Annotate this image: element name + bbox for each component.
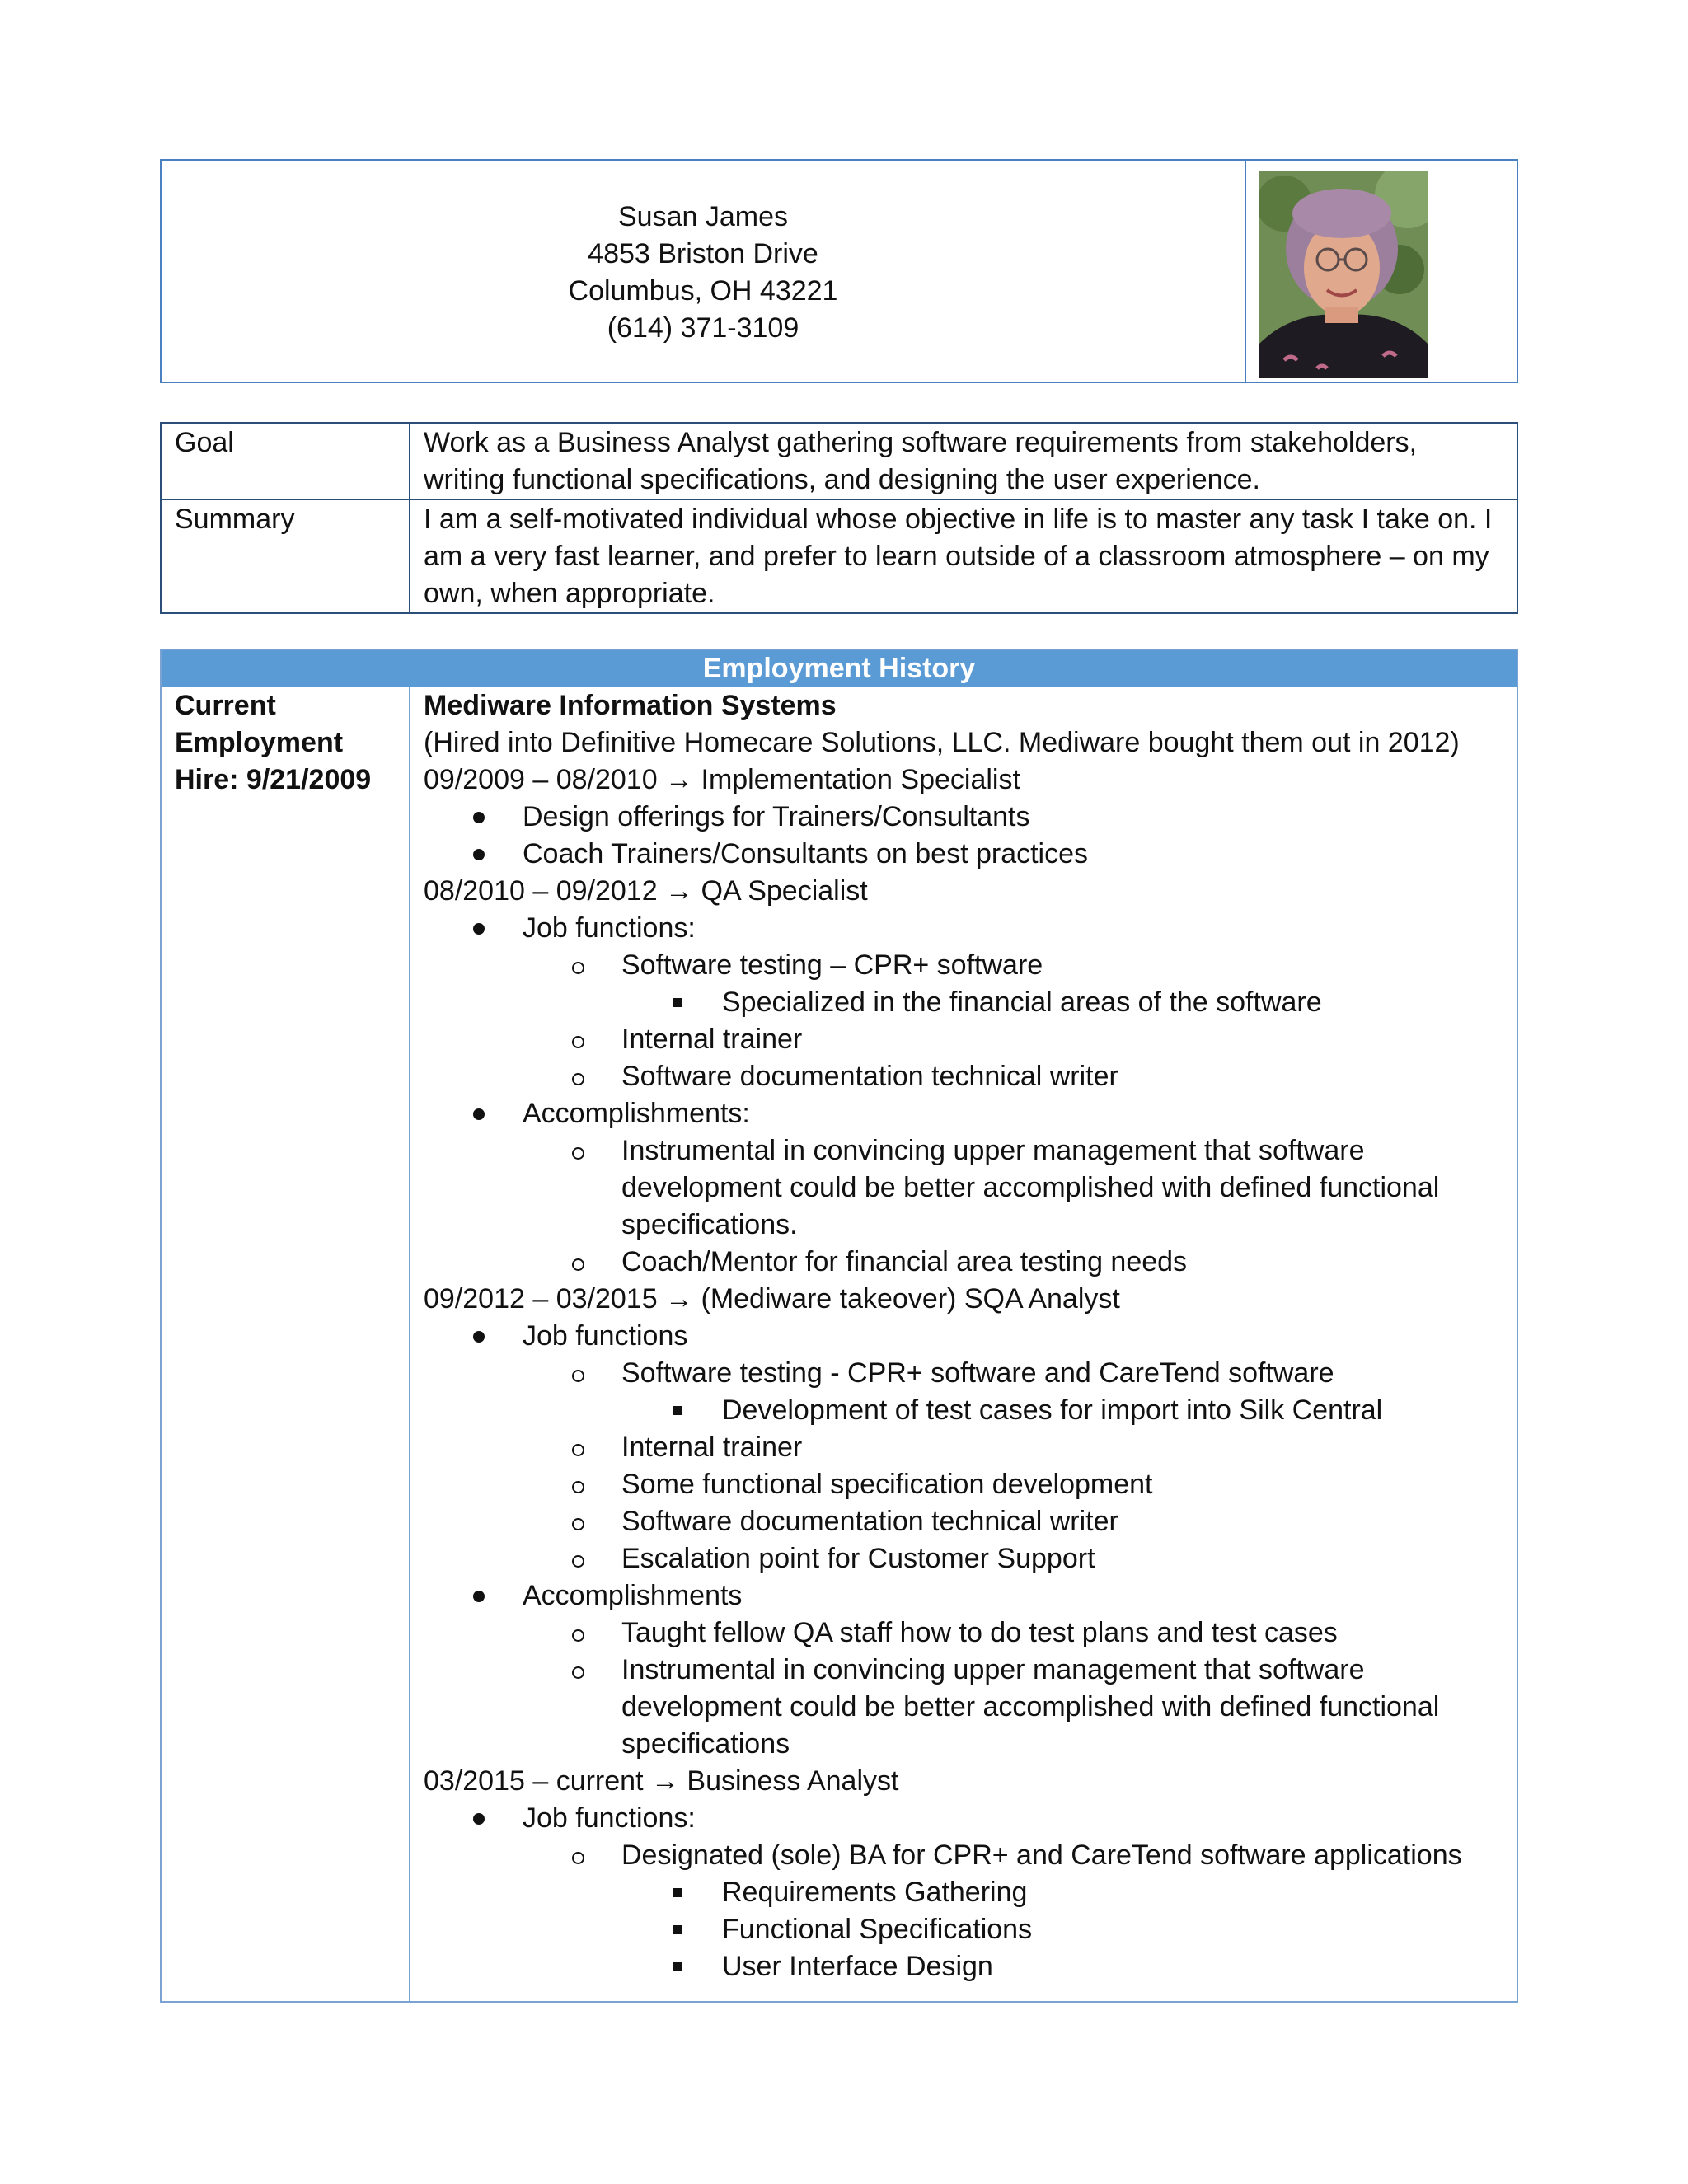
sub-sub-bullet-item	[424, 1911, 1517, 1948]
city-state-zip: Columbus, OH 43221	[568, 275, 838, 307]
bullet-circle-icon	[572, 1852, 584, 1864]
bullet-text: Instrumental in convincing upper management that software	[621, 1654, 1365, 1685]
bullet-item	[424, 1800, 1517, 1837]
sub-bullet-item	[424, 1058, 1517, 1095]
bullet-text: Software testing – CPR+ software	[621, 949, 1043, 981]
goal-label: Goal	[161, 423, 410, 499]
bullet-text: Coach Trainers/Consultants on best practices	[523, 838, 1089, 869]
bullet-text: Instrumental in convincing upper management that software	[621, 1135, 1365, 1166]
bullet-circle-icon	[572, 962, 584, 974]
position-heading: 03/2015 – current → Business Analyst	[424, 1765, 899, 1797]
sub-sub-bullet-item	[424, 984, 1517, 1021]
sub-sub-bullet-item	[424, 1874, 1517, 1911]
bullet-square-icon	[673, 1888, 682, 1897]
summary-row	[161, 499, 1517, 613]
company-note: (Hired into Definitive Homecare Solutions, LLC. Mediware bought them out in 2012)	[424, 727, 1460, 758]
bullet-text: Designated (sole) BA for CPR+ and CareTend software applications	[621, 1840, 1462, 1871]
bullet-dot-icon	[473, 923, 485, 935]
bullet-continuation: development could be better accomplished with defined functional	[621, 1172, 1440, 1203]
bullet-item	[424, 799, 1517, 836]
sub-sub-bullet-item	[424, 1948, 1517, 1985]
bullet-item	[424, 1095, 1517, 1132]
bullet-text: Job functions:	[523, 1802, 696, 1834]
sub-sub-bullet-item	[424, 1392, 1517, 1429]
bullet-circle-icon	[572, 1370, 584, 1382]
bullet-dot-icon	[473, 1591, 485, 1602]
bullet-item	[424, 1318, 1517, 1355]
bullet-text: Design offerings for Trainers/Consultants	[523, 801, 1030, 832]
company-name: Mediware Information Systems	[424, 690, 837, 721]
bullet-text: Accomplishments:	[523, 1098, 750, 1129]
bullet-dot-icon	[473, 849, 485, 860]
position-heading: 09/2009 – 08/2010 → Implementation Specialist	[424, 764, 1020, 795]
bullet-continuation: development could be better accomplished with defined functional	[621, 1691, 1440, 1722]
position-heading: 09/2012 – 03/2015 → (Mediware takeover) SQA Analyst	[424, 1283, 1120, 1315]
sub-bullet-item	[424, 1466, 1517, 1503]
bullet-text: Software documentation technical writer	[621, 1061, 1118, 1092]
applicant-name: Susan James	[618, 201, 788, 232]
bullet-text: User Interface Design	[722, 1951, 993, 1982]
bullet-dot-icon	[473, 1813, 485, 1825]
bullet-text: Software testing - CPR+ software and CareTend software	[621, 1357, 1334, 1389]
summary-text	[410, 499, 1517, 613]
bullet-text: Specialized in the financial areas of the software	[722, 987, 1322, 1018]
bullet-text: Requirements Gathering	[722, 1877, 1028, 1908]
sub-bullet-item	[424, 1429, 1517, 1466]
contact-header	[160, 159, 1518, 383]
employment-details	[410, 687, 1517, 2001]
contact-block	[162, 161, 1246, 382]
summary-line: I am a self-motivated individual whose objective in life is to master any task I take on. I	[424, 504, 1493, 535]
sub-bullet-item	[424, 1503, 1517, 1540]
bullet-continuation: specifications	[621, 1728, 790, 1760]
employment-label: Employment	[175, 727, 344, 758]
bullet-circle-icon	[572, 1518, 584, 1530]
bullet-dot-icon	[473, 812, 485, 823]
bullet-dot-icon	[473, 1108, 485, 1120]
employment-history-heading: Employment History	[162, 650, 1517, 687]
bullet-circle-icon	[572, 1444, 584, 1456]
goal-summary-table	[160, 422, 1518, 614]
bullet-text: Functional Specifications	[722, 1914, 1033, 1945]
bullet-text: Software documentation technical writer	[621, 1506, 1118, 1537]
bullet-text: Job functions	[523, 1320, 688, 1352]
goal-row	[161, 423, 1517, 499]
bullet-square-icon	[673, 1406, 682, 1415]
portrait-illustration	[1259, 171, 1428, 378]
bullet-item	[424, 836, 1517, 873]
sub-bullet-item	[424, 1132, 1517, 1169]
bullet-item	[424, 910, 1517, 947]
bullet-continuation: specifications.	[621, 1209, 798, 1240]
sub-bullet-item	[424, 1652, 1517, 1689]
goal-text	[410, 423, 1517, 499]
bullet-text: Accomplishments	[523, 1580, 743, 1611]
bullet-dot-icon	[473, 1331, 485, 1343]
goal-line: writing functional specifications, and designing the user experience.	[424, 464, 1260, 495]
goal-line: Work as a Business Analyst gathering software requirements from stakeholders,	[424, 427, 1418, 458]
bullet-text: Internal trainer	[621, 1432, 803, 1463]
bullet-square-icon	[673, 1925, 682, 1934]
summary-line: am a very fast learner, and prefer to learn outside of a classroom atmosphere – on my	[424, 541, 1489, 572]
sub-bullet-item	[424, 947, 1517, 984]
bullet-square-icon	[673, 1962, 682, 1971]
bullet-circle-icon	[572, 1481, 584, 1493]
sub-bullet-item	[424, 1355, 1517, 1392]
bullet-circle-icon	[572, 1629, 584, 1642]
employment-period-label	[162, 687, 410, 2001]
bullet-text: Escalation point for Customer Support	[621, 1543, 1095, 1574]
hire-date: Hire: 9/21/2009	[175, 764, 372, 795]
bullet-circle-icon	[572, 1036, 584, 1048]
bullet-text: Job functions:	[523, 912, 696, 944]
bullet-item	[424, 1577, 1517, 1615]
summary-line: own, when appropriate.	[424, 578, 715, 609]
bullet-text: Internal trainer	[621, 1024, 803, 1055]
bullet-text: Coach/Mentor for financial area testing needs	[621, 1246, 1188, 1277]
bullet-circle-icon	[572, 1666, 584, 1679]
phone-number: (614) 371-3109	[607, 312, 799, 344]
bullet-text: Development of test cases for import into Silk Central	[722, 1394, 1383, 1426]
sub-bullet-item	[424, 1540, 1517, 1577]
bullet-square-icon	[673, 998, 682, 1007]
profile-photo	[1259, 171, 1428, 378]
employment-history-table	[160, 649, 1518, 2003]
sub-bullet-item	[424, 1244, 1517, 1281]
bullet-text: Some functional specification development	[621, 1469, 1153, 1500]
summary-label: Summary	[161, 499, 410, 613]
position-heading: 08/2010 – 09/2012 → QA Specialist	[424, 875, 868, 907]
sub-bullet-item	[424, 1021, 1517, 1058]
bullet-circle-icon	[572, 1147, 584, 1160]
sub-bullet-item	[424, 1837, 1517, 1874]
street-address: 4853 Briston Drive	[588, 238, 818, 269]
bullet-circle-icon	[572, 1258, 584, 1271]
bullet-circle-icon	[572, 1555, 584, 1568]
bullet-text: Taught fellow QA staff how to do test plans and test cases	[621, 1617, 1338, 1648]
bullet-circle-icon	[572, 1073, 584, 1085]
current-label: Current	[175, 690, 276, 721]
sub-bullet-item	[424, 1615, 1517, 1652]
